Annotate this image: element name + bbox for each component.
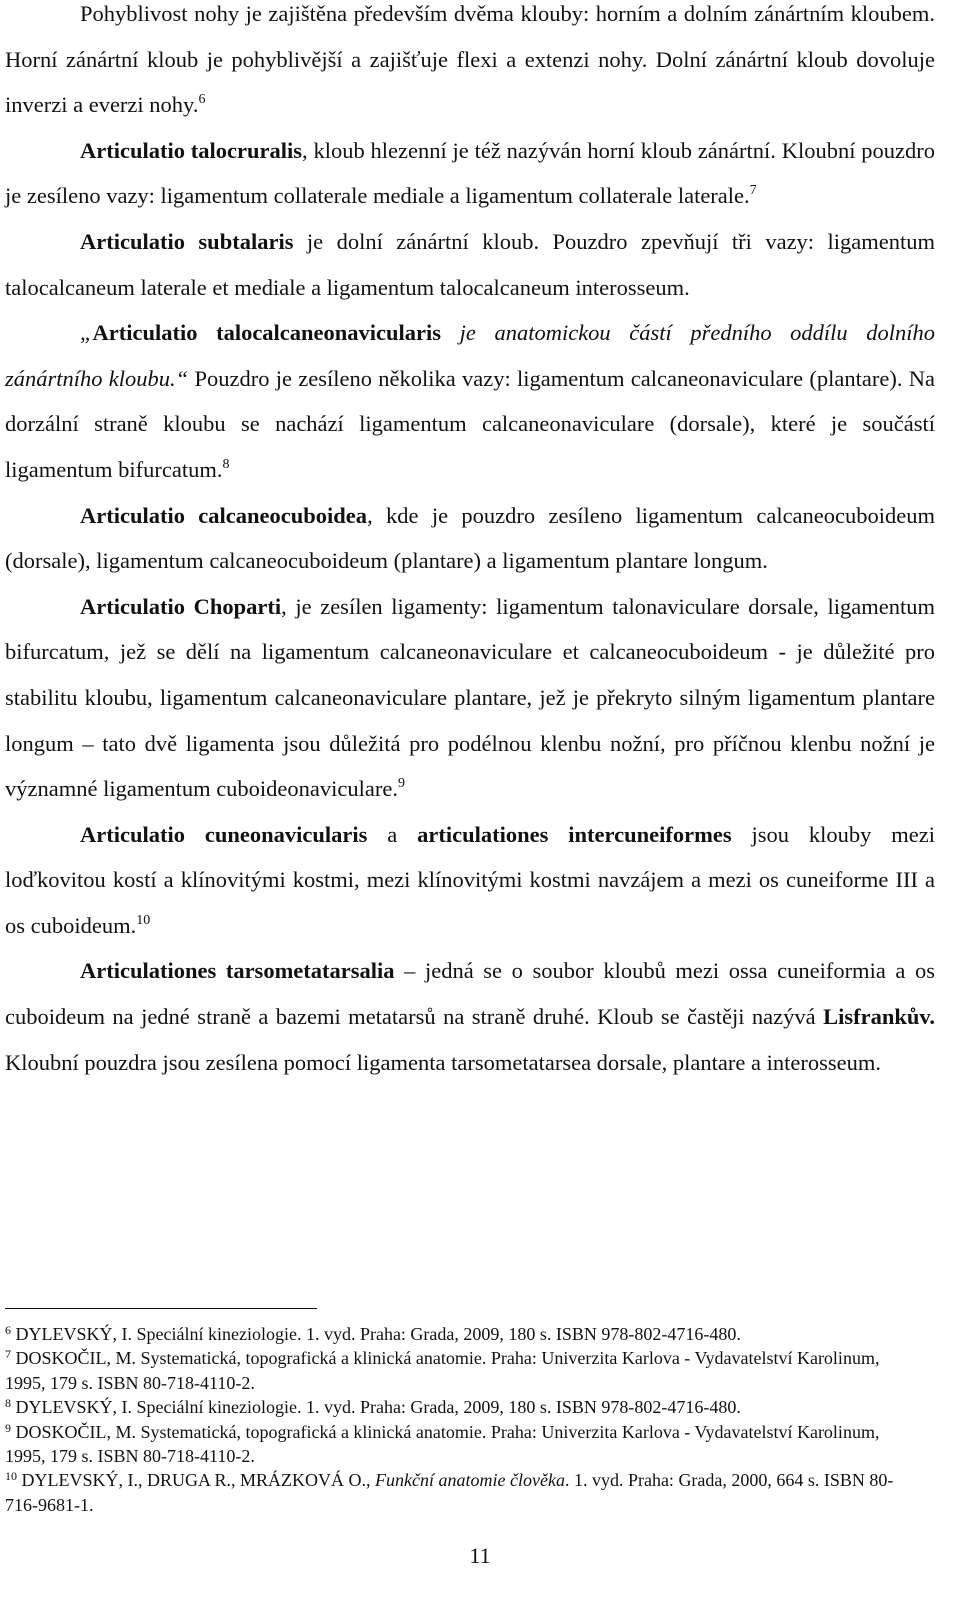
footnotes xyxy=(5,1322,905,1517)
text-run: DYLEVSKÝ, I. Speciální kineziologie. 1. vyd. Praha: Grada, 2009, 180 s. ISBN 978-802-4716-480. xyxy=(11,1397,741,1418)
text-run: . 1. vyd. Praha: Grada, 2000, 664 s. ISBN 80-716-9681-1. xyxy=(5,1470,894,1515)
text-run: jsou klouby mezi loďkovitou kostí a klínovitými kostmi, mezi klínovitými kostmi navzájem a mezi os cuneiforme III a os cuboideum. xyxy=(5,821,936,938)
text-run: , je zesílen ligamenty: ligamentum talonaviculare dorsale, ligamentum bifurcatum, jež se dělí na ligamentum calcaneonaviculare et calcaneocuboideum - je důležité pro stabilitu kloubu, ligamentum calcaneonaviculare plantare, jež je překryto silným ligamentum plantare longum – tato dvě ligamenta jsou důležitá pro podélnou klenbu nožní, pro příčnou klenbu nožní je významné ligamentum cuboideonaviculare. xyxy=(5,593,935,802)
text-run: DOSKOČIL, M. Systematická, topografická a klinická anatomie. Praha: Univerzita Karlova - Vydavatelství Karolinum, 1995, 179 s. ISBN 80-718-4110-2. xyxy=(5,1421,880,1467)
text-run: DOSKOČIL, M. Systematická, topografická a klinická anatomie. Praha: Univerzita Karlova - Vydavatelství Karolinum, 1995, 179 s. ISBN 80-718-4110-2. xyxy=(5,1348,880,1393)
text-run: DYLEVSKÝ, I. Speciální kineziologie. 1. vyd. Praha: Grada, 2009, 180 s. ISBN 978-802-4716-480. xyxy=(11,1324,741,1344)
text-run: , kloub hlezenní je též nazýván horní kloub zánártní. Kloubní pouzdro je zesíleno vazy: ligamentum collaterale mediale a ligamentum collaterale laterale. xyxy=(5,137,935,209)
bold-term: Articulatio subtalaris xyxy=(80,228,294,254)
footnote xyxy=(5,1395,905,1419)
bold-term: Articulatio Choparti xyxy=(80,593,282,619)
footnote-ref: 10 xyxy=(5,1469,17,1484)
footnote-ref: 8 xyxy=(222,456,230,472)
text-run: Pohyblivost nohy je zajištěna především dvěma klouby: horním a dolním zánártním kloubem. Horní zánártní kloub je pohyblivější a zajišťuje flexi a extenzi nohy. Dolní zánártní kloub dovoluje inverzi a everzi nohy. xyxy=(5,1,935,118)
footnote-separator xyxy=(5,1308,317,1309)
footnote-ref: 7 xyxy=(5,1347,11,1362)
paragraph xyxy=(5,310,935,492)
footnote xyxy=(5,1346,905,1395)
paragraph xyxy=(5,219,935,310)
footnote xyxy=(5,1468,905,1517)
body-text xyxy=(5,0,935,1085)
footnote-ref: 9 xyxy=(5,1420,11,1435)
text-run: Pouzdro je zesíleno několika vazy: ligamentum calcaneonaviculare (plantare). Na dorzální straně kloubu se nachází ligamentum calcaneonaviculare (dorsale), které je součástí ligamentum bifurcatum. xyxy=(5,365,935,482)
bold-term: Lisfrankův. xyxy=(823,1004,935,1030)
paragraph xyxy=(5,0,935,128)
footnote-ref: 8 xyxy=(5,1396,11,1411)
paragraph xyxy=(5,493,935,584)
footnote-ref: 6 xyxy=(5,1323,11,1337)
bold-term: Articulationes tarsometatarsalia xyxy=(80,958,395,984)
italic-text: Funkční anatomie člověka xyxy=(375,1470,565,1491)
footnote-ref: 10 xyxy=(136,912,151,928)
text-run: je dolní zánártní kloub. Pouzdro zpevňují tři vazy: ligamentum talocalcaneum laterale et mediale a ligamentum talocalcaneum interosseum. xyxy=(5,228,935,300)
paragraph xyxy=(5,812,935,949)
italic-text: „ xyxy=(80,320,93,346)
text-run: Kloubní pouzdra jsou zesílena pomocí ligamenta tarsometatarsea dorsale, plantare a interosseum. xyxy=(5,1049,881,1075)
page-number: 11 xyxy=(469,1543,491,1568)
text-run: – jedná se o soubor kloubů mezi ossa cuneiformia a os cuboideum na jedné straně a bazemi metatarsů na straně druhé. Kloub se častěji nazývá xyxy=(5,958,935,1030)
text-run: a xyxy=(367,821,418,847)
footnote xyxy=(5,1420,905,1469)
italic-text: je anatomickou částí předního oddílu dolního zánártního kloubu.“ xyxy=(5,320,936,391)
paragraph xyxy=(5,128,935,219)
footnote-ref: 7 xyxy=(749,183,757,199)
footnote-ref: 9 xyxy=(397,776,405,792)
footnote xyxy=(5,1322,905,1346)
bold-term: Articulatio talocalcaneonavicularis xyxy=(92,320,442,346)
bold-term: Articulatio cuneonavicularis xyxy=(80,821,368,847)
bold-term: articulationes intercuneiformes xyxy=(417,821,732,847)
text-run: , kde je pouzdro zesíleno ligamentum calcaneocuboideum (dorsale), ligamentum calcaneocuboideum (plantare) a ligamentum plantare longum. xyxy=(5,502,936,574)
paragraph xyxy=(5,948,935,1085)
text-run: DYLEVSKÝ, I., DRUGA R., MRÁZKOVÁ O., xyxy=(17,1470,376,1491)
bold-term: Articulatio calcaneocuboidea xyxy=(80,502,368,528)
footnote-ref: 6 xyxy=(198,92,206,108)
bold-term: Articulatio talocruralis xyxy=(80,137,303,163)
paragraph xyxy=(5,584,935,812)
